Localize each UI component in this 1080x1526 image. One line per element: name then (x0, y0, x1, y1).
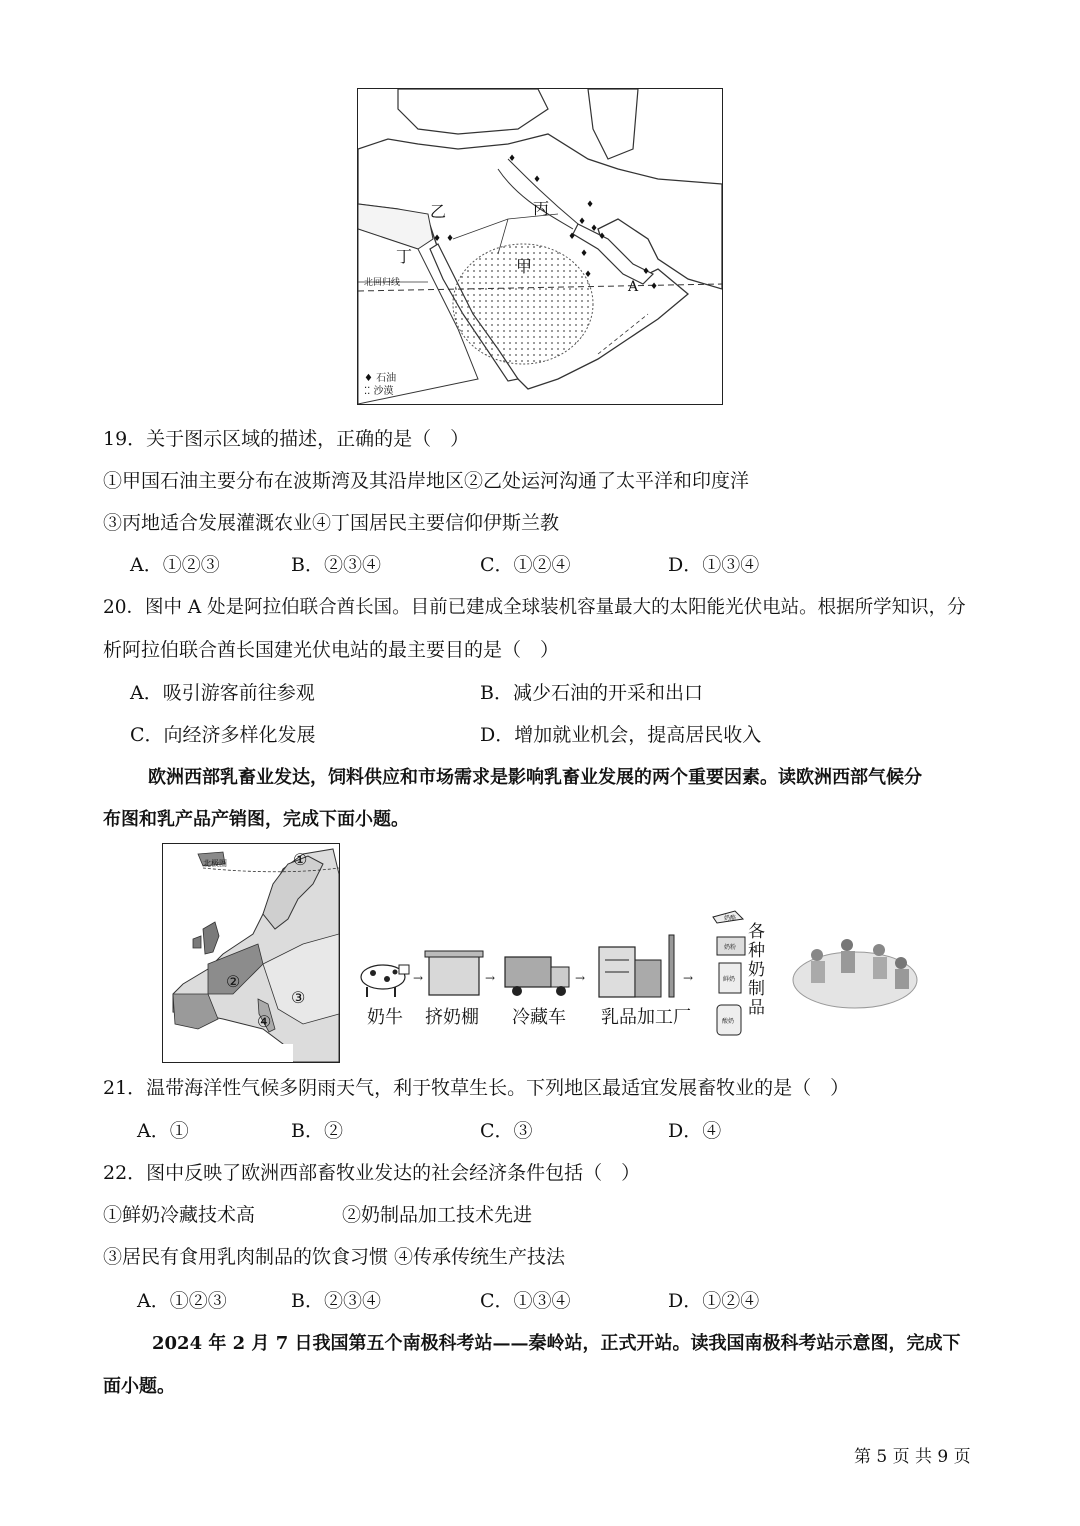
map1-label-yi: 乙 (430, 202, 447, 221)
q21-option-b[interactable]: B．② (291, 1120, 343, 1142)
svg-text:♦: ♦ (508, 154, 517, 164)
svg-text:♦: ♦ (598, 232, 607, 242)
svg-text:→: → (485, 971, 496, 985)
q22-option-c[interactable]: C．①③④ (480, 1290, 571, 1312)
map1-label-jia: 甲 (516, 257, 533, 276)
map2-label-1: ① (293, 850, 308, 869)
q21-option-c[interactable]: C．③ (480, 1120, 533, 1142)
q21-stem: 21．温带海洋性气候多阴雨天气，利于牧草生长。下列地区最适宜发展畜牧业的是（ ） (103, 1077, 850, 1099)
consumers-icon (793, 939, 917, 1008)
map1-label-ding: 丁 (396, 247, 413, 266)
map2-label-2: ② (226, 972, 241, 991)
page-footer: 第 5 页 共 9 页 (854, 1447, 971, 1467)
milking-shed-icon (425, 951, 483, 995)
svg-text:♦: ♦ (642, 267, 651, 277)
q20-option-d[interactable]: D．增加就业机会，提高居民收入 (480, 724, 762, 746)
q22-option-b[interactable]: B．②③④ (291, 1290, 381, 1312)
q22-line1a: ①鲜奶冷藏技术高 (103, 1204, 256, 1226)
product-label-powder: 奶粉 (724, 944, 737, 951)
middle-east-map (357, 88, 723, 405)
map2-arctic-label: 北极圈 (203, 859, 227, 868)
q19-option-d[interactable]: D．①③④ (668, 554, 760, 576)
svg-text:♦: ♦ (586, 200, 595, 210)
svg-text:♦: ♦ (578, 217, 587, 227)
intro2-line2: 面小题。 (103, 1376, 175, 1397)
svg-text:→: → (683, 971, 694, 985)
q22-line2: ③居民有食用乳肉制品的饮食习惯 ④传承传统生产技法 (103, 1246, 566, 1268)
cow-icon (361, 965, 409, 997)
map1-label-bing: 丙 (533, 199, 550, 218)
q22-stem: 22．图中反映了欧洲西部畜牧业发达的社会经济条件包括（ ） (103, 1162, 641, 1184)
factory-icon (599, 935, 674, 997)
map2-label-3: ③ (291, 988, 306, 1007)
map1-legend (364, 372, 396, 398)
q22-option-d[interactable]: D．①②④ (668, 1290, 760, 1312)
q22-option-a[interactable]: A．①②③ (137, 1290, 227, 1312)
q20-line2: 析阿拉伯联合酋长国建光伏电站的最主要目的是（ ） (103, 639, 560, 661)
flow-label-products: 各种奶制品 (748, 922, 765, 1018)
svg-text:♦: ♦ (584, 270, 593, 280)
q20-option-a[interactable]: A．吸引游客前往参观 (130, 682, 315, 704)
q19-option-a[interactable]: A．①②③ (130, 554, 220, 576)
q19-option-c[interactable]: C．①②④ (480, 554, 571, 576)
flow-label-milking: 挤奶棚 (425, 1007, 479, 1028)
svg-text:♦: ♦ (433, 234, 442, 244)
europe-climate-map (162, 843, 340, 1063)
product-label-yogurt: 酸奶 (722, 1018, 735, 1025)
product-label-cheese: 奶酪 (724, 915, 737, 922)
q21-option-d[interactable]: D．④ (668, 1120, 722, 1142)
q19-line2: ③丙地适合发展灌溉农业④丁国居民主要信仰伊斯兰教 (103, 512, 560, 534)
intro1-line1: 欧洲西部乳畜业发达，饲料供应和市场需求是影响乳畜业发展的两个重要因素。读欧洲西部气候分 (148, 767, 922, 788)
q20-option-b[interactable]: B．减少石油的开采和出口 (480, 682, 703, 704)
flow-label-truck: 冷藏车 (512, 1007, 566, 1028)
legend-oil-label: 石油 (376, 373, 397, 384)
dairy-products-icon (713, 911, 745, 1035)
legend-desert-label: 沙漠 (373, 386, 394, 397)
svg-text:→: → (575, 971, 586, 985)
flow-label-cow: 奶牛 (367, 1007, 403, 1028)
q20-option-c[interactable]: C．向经济多样化发展 (130, 724, 316, 746)
oil-legend-icon: ♦ (364, 373, 373, 384)
q19-line1: ①甲国石油主要分布在波斯湾及其沿岸地区②乙处运河沟通了太平洋和印度洋 (103, 470, 750, 492)
q19-option-b[interactable]: B．②③④ (291, 554, 381, 576)
refrigerated-truck-icon (505, 957, 569, 996)
svg-text:→: → (413, 971, 424, 985)
intro1-line2: 布图和乳产品产销图，完成下面小题。 (103, 809, 409, 830)
q22-line1b: ②奶制品加工技术先进 (342, 1204, 533, 1226)
middle-east-map-drawing (358, 89, 722, 404)
svg-text:♦: ♦ (446, 234, 455, 244)
svg-text:♦: ♦ (580, 249, 589, 259)
product-label-fresh: 鲜奶 (723, 976, 736, 983)
svg-text:♦: ♦ (650, 282, 659, 292)
intro2-line1: 2024 年 2 月 7 日我国第五个南极科考站——秦岭站，正式开站。读我国南极科考站示意图，完成下 (152, 1333, 961, 1354)
europe-climate-map-drawing (163, 844, 339, 1062)
svg-text:♦: ♦ (533, 175, 542, 185)
map1-label-a: A (628, 279, 639, 295)
svg-text:♦: ♦ (568, 232, 577, 242)
q21-option-a[interactable]: A．① (137, 1120, 189, 1142)
q20-line1: 20．图中 A 处是阿拉伯联合酋长国。目前已建成全球装机容量最大的太阳能光伏电站。根据所学知识，分 (103, 597, 966, 618)
map2-label-4: ④ (257, 1012, 272, 1031)
desert-legend-icon: ⁚⁚ (364, 386, 371, 397)
map1-tropic-label: 北回归线 (364, 278, 401, 288)
flow-label-factory: 乳品加工厂 (601, 1007, 691, 1028)
svg-text:♦: ♦ (590, 224, 599, 234)
q19-stem: 19．关于图示区域的描述，正确的是（ ） (103, 428, 470, 450)
